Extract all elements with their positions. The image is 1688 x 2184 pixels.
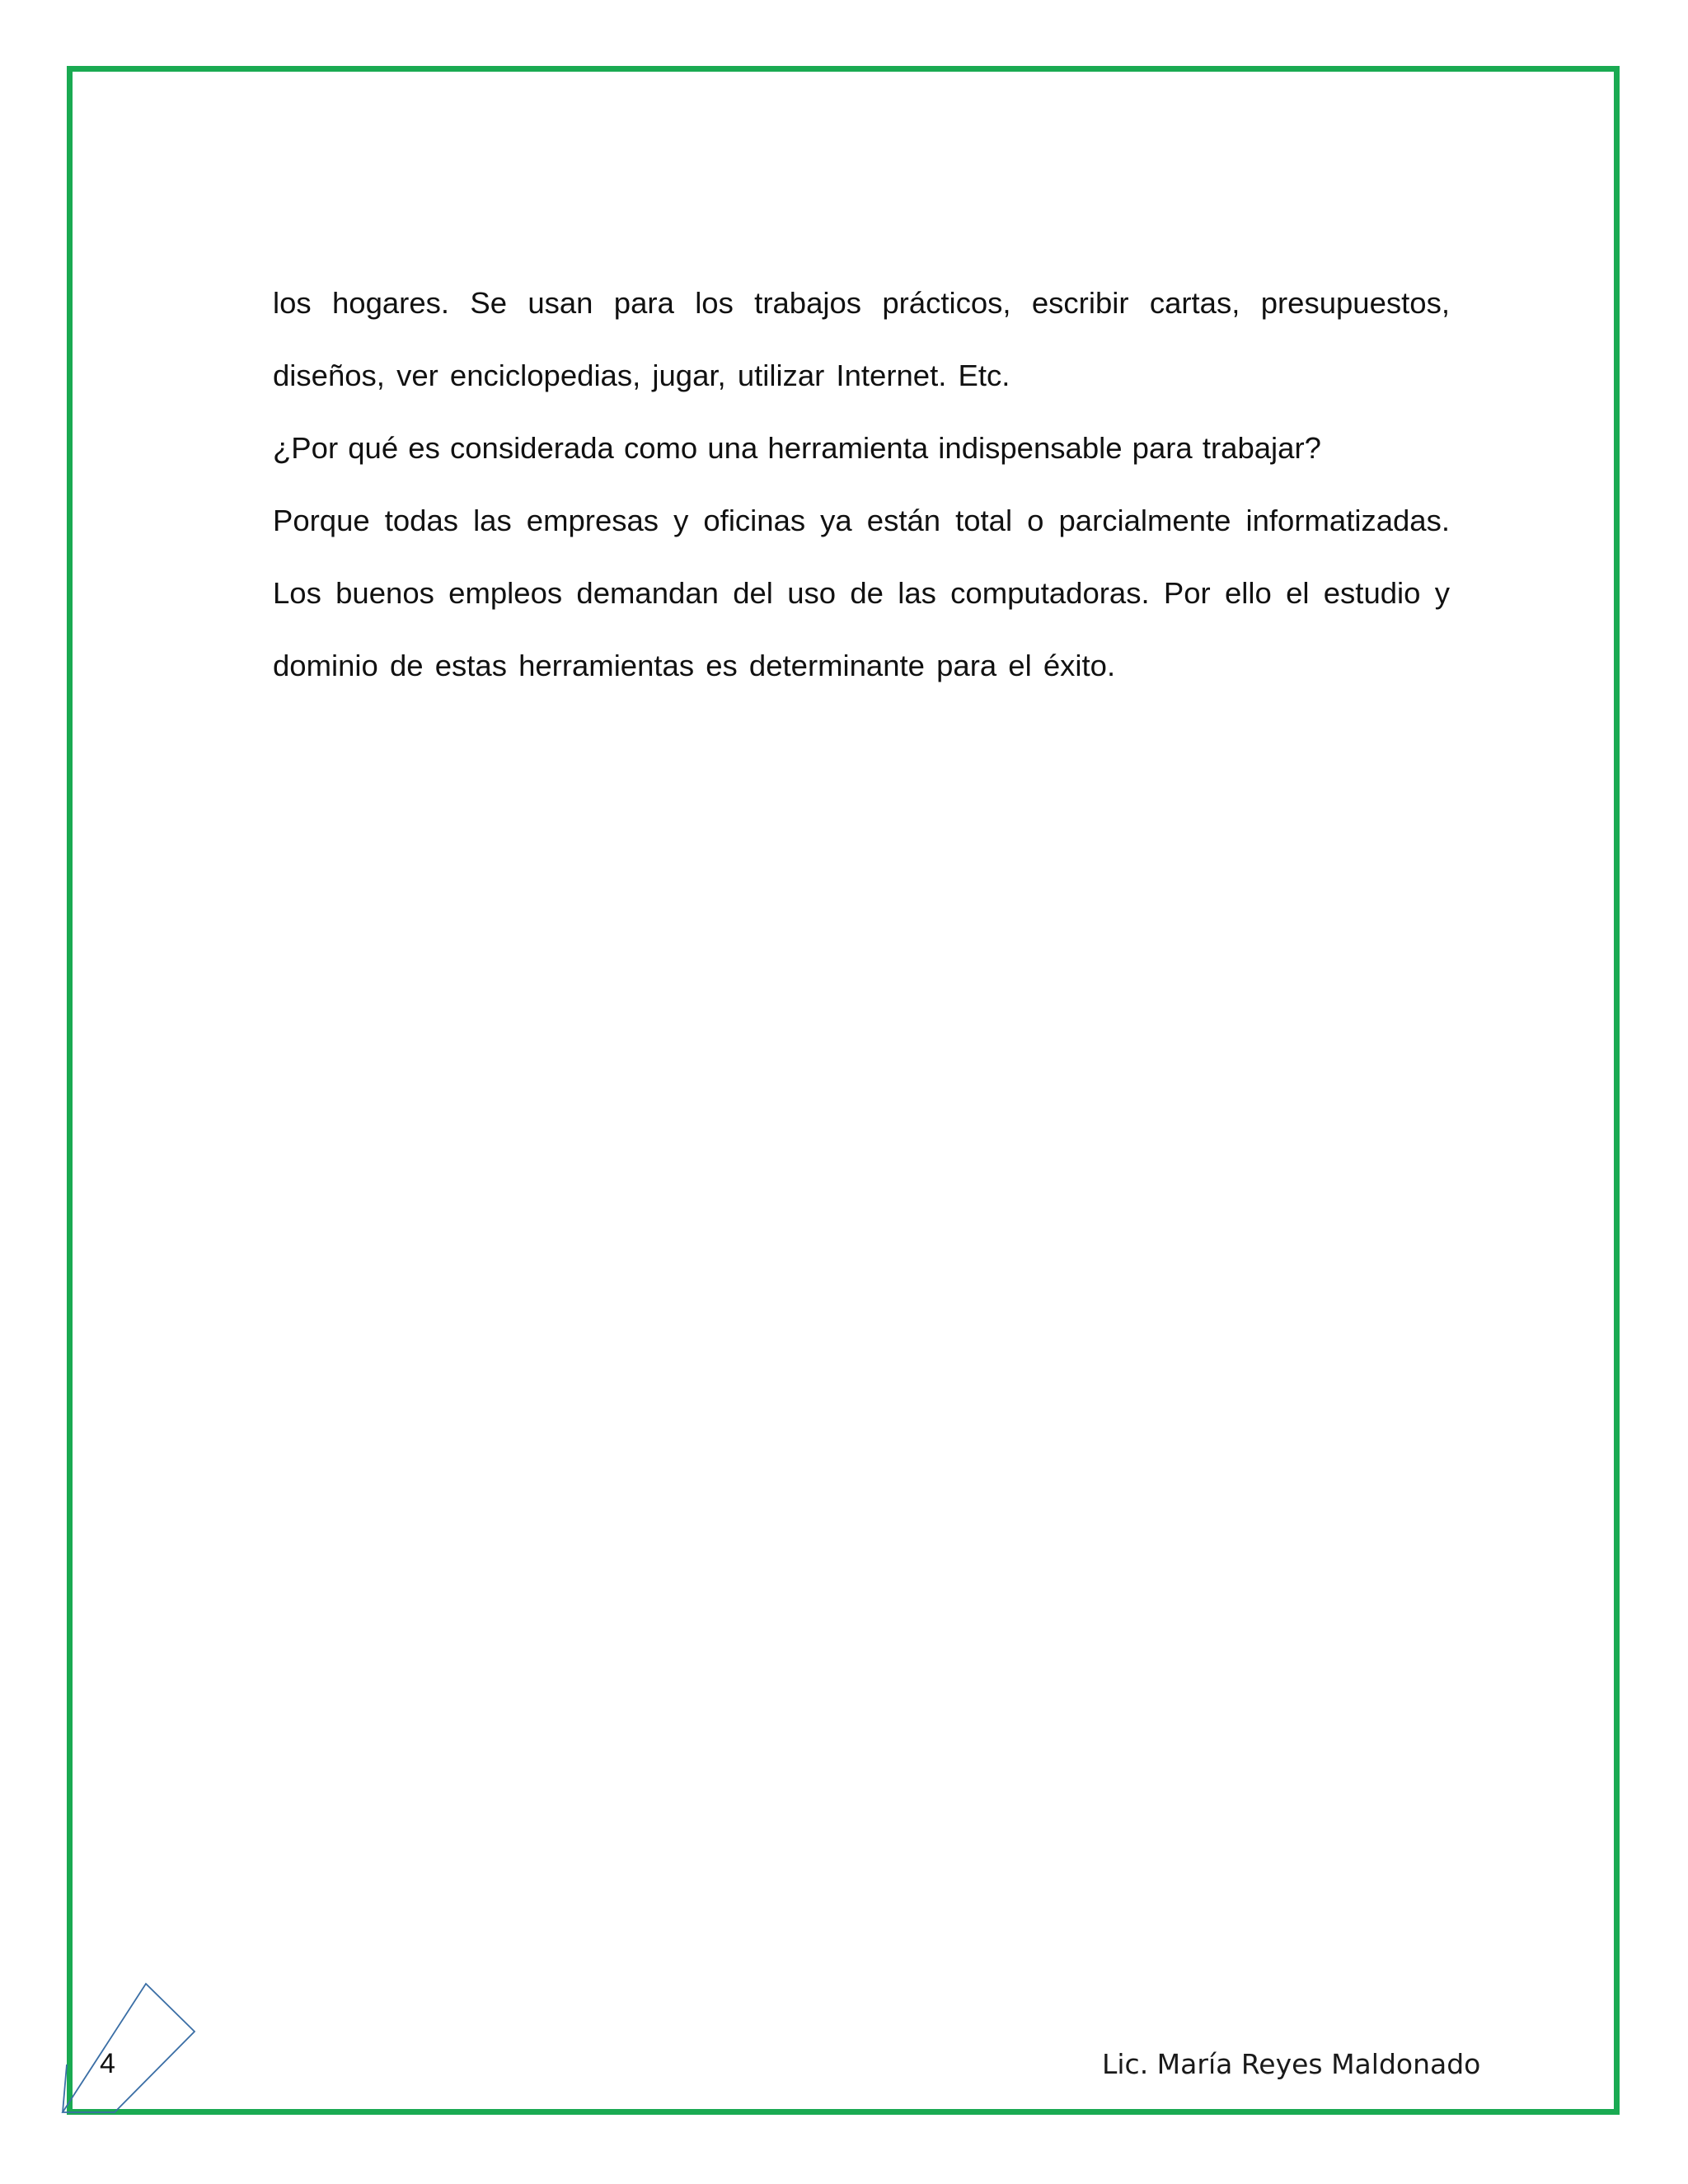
paragraph-continuation: los hogares. Se usan para los trabajos prácticos, escribir cartas, presupuestos, diseños, ver enciclopedias, jugar, utilizar Internet. Etc. [273,286,1450,392]
document-body [273,267,1450,702]
answer-paragraph: Porque todas las empresas y oficinas ya están total o parcialmente informatizadas. Los buenos empleos demandan del uso de las computadoras. Por ello el estudio y dominio de estas herramientas es determinante para el éxito. [273,504,1450,682]
question-heading: ¿Por qué es considerada como una herramienta indispensable para trabajar? [273,431,1321,465]
footer-author: Lic. María Reyes Maldonado [1102,2048,1481,2080]
page-number: 4 [100,2048,115,2079]
